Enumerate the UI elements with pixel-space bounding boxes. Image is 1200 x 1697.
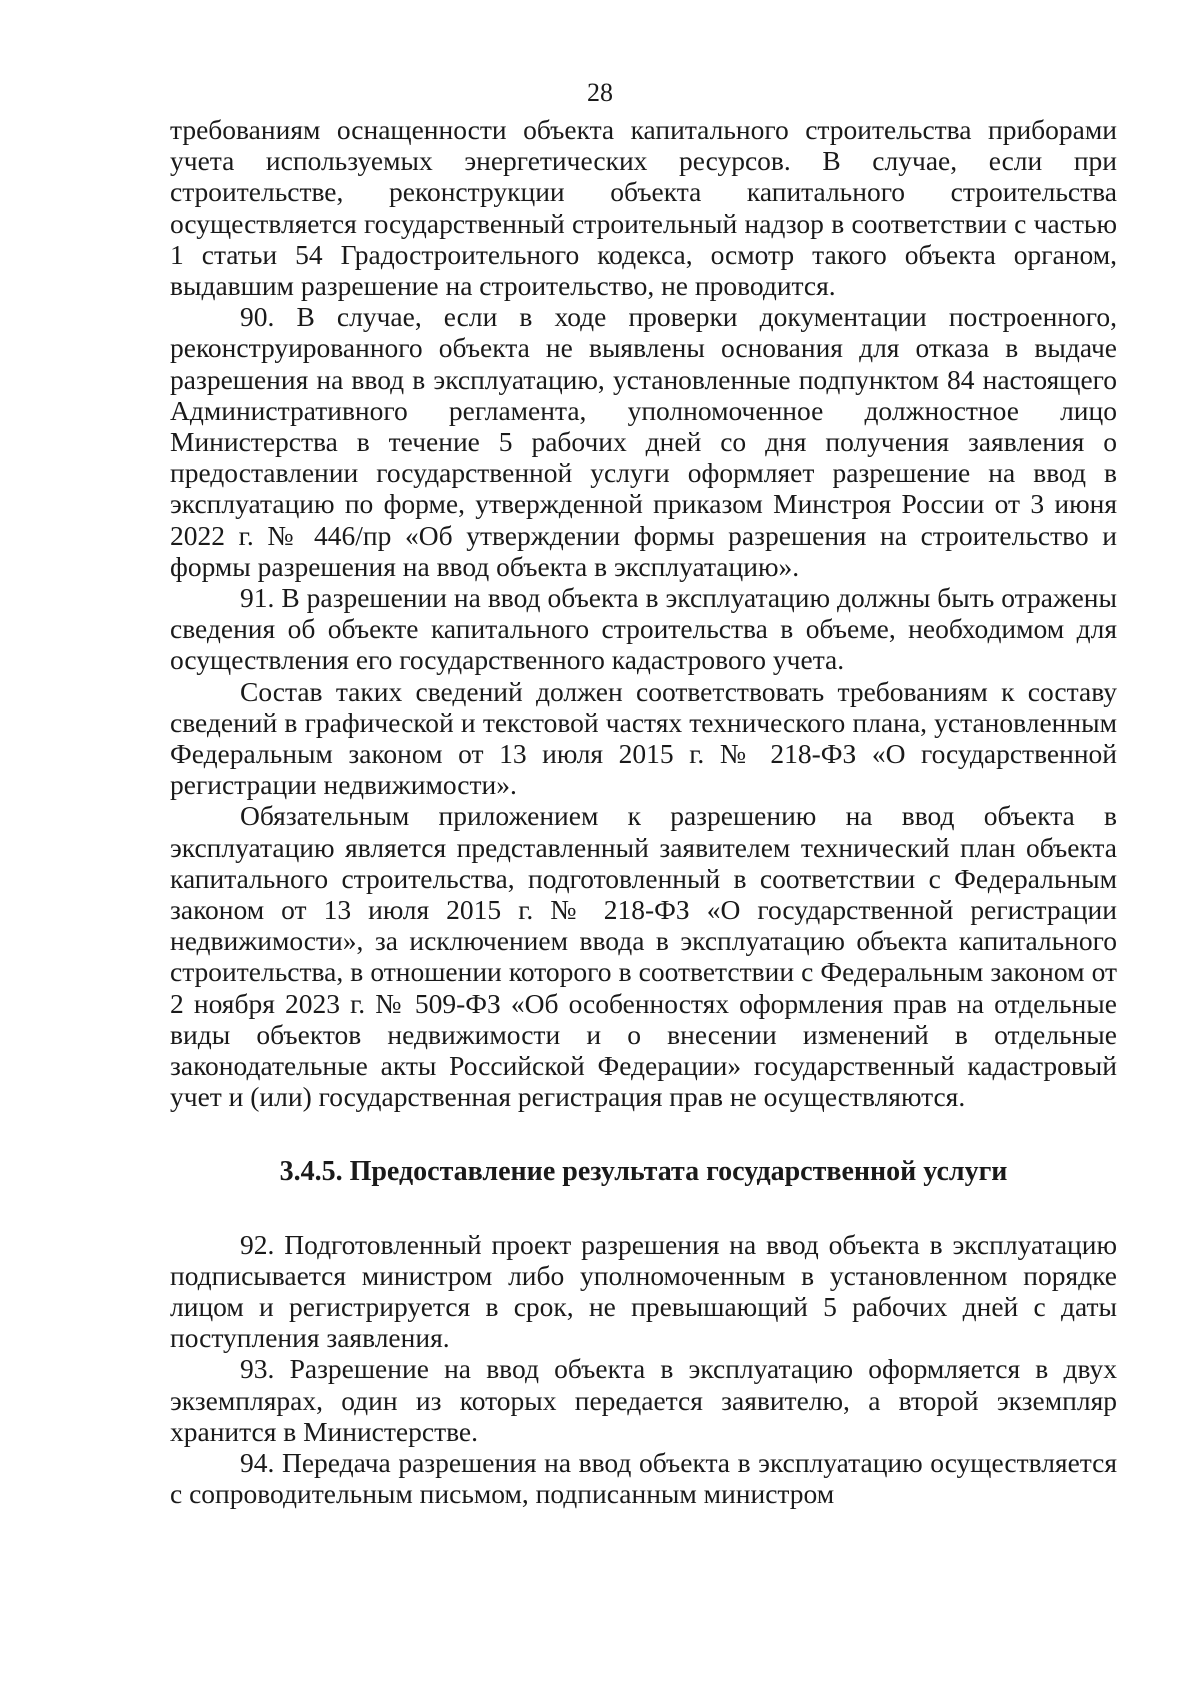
- paragraph-90: 90. В случае, если в ходе проверки документации построенного, реконструированного объекта не выявлены основания для отказа в выдаче разрешения на ввод в эксплуатацию, установленные подпунктом 84 настоящего Административного регламента, уполномоченное должностное лицо Министерства в течение 5 рабочих дней со дня получения заявления о предоставлении государственной услуги оформляет разрешение на ввод в эксплуатацию по форме, утвержденной приказом Минстроя России от 3 июня 2022 г. № 446/пр «Об утверждении формы разрешения на строительство и формы разрешения на ввод объекта в эксплуатацию».: [170, 301, 1117, 582]
- section-heading: 3.4.5. Предоставление результата государственной услуги: [279, 1155, 1008, 1187]
- paragraph-91-attachment: Обязательным приложением к разрешению на ввод объекта в эксплуатацию является представленный заявителем технический план объекта капитального строительства, подготовленный в соответствии с Федеральным законом от 13 июля 2015 г. № 218-ФЗ «О государственной регистрации недвижимости», за исключением ввода в эксплуатацию объекта капитального строительства, в отношении которого в соответствии с Федеральным законом от 2 ноября 2023 г. № 509-ФЗ «Об особенностях оформления прав на отдельные виды объектов недвижимости и о внесении изменений в отдельные законодательные акты Российской Федерации» государственный кадастровый учет и (или) государственная регистрация прав не осуществляются.: [170, 800, 1117, 1113]
- paragraph-continuation: требованиям оснащенности объекта капитального строительства приборами учета используемых энергетических ресурсов. В случае, если при строительстве, реконструкции объекта капитального строительства осуществляется государственный строительный надзор в соответствии с частью 1 статьи 54 Градостроительного кодекса, осмотр такого объекта органом, выдавшим разрешение на строительство, не проводится.: [170, 114, 1117, 302]
- document-body: [170, 114, 1117, 1509]
- page-number: 28: [587, 78, 613, 107]
- paragraph-93: 93. Разрешение на ввод объекта в эксплуатацию оформляется в двух экземплярах, один из которых передается заявителю, а второй экземпляр хранится в Министерстве.: [170, 1353, 1117, 1447]
- paragraph-94: 94. Передача разрешения на ввод объекта в эксплуатацию осуществляется с сопроводительным письмом, подписанным министром: [170, 1446, 1117, 1510]
- paragraph-91-composition: Состав таких сведений должен соответствовать требованиям к составу сведений в графической и текстовой частях технического плана, установленным Федеральным законом от 13 июля 2015 г. № 218-ФЗ «О государственной регистрации недвижимости».: [170, 675, 1117, 801]
- paragraph-91: 91. В разрешении на ввод объекта в эксплуатацию должны быть отражены сведения об объекте капитального строительства в объеме, необходимом для осуществления его государственного кадастрового учета.: [170, 582, 1117, 676]
- paragraph-92: 92. Подготовленный проект разрешения на ввод объекта в эксплуатацию подписывается министром либо уполномоченным в установленном порядке лицом и регистрируется в срок, не превышающий 5 рабочих дней с даты поступления заявления.: [170, 1228, 1117, 1354]
